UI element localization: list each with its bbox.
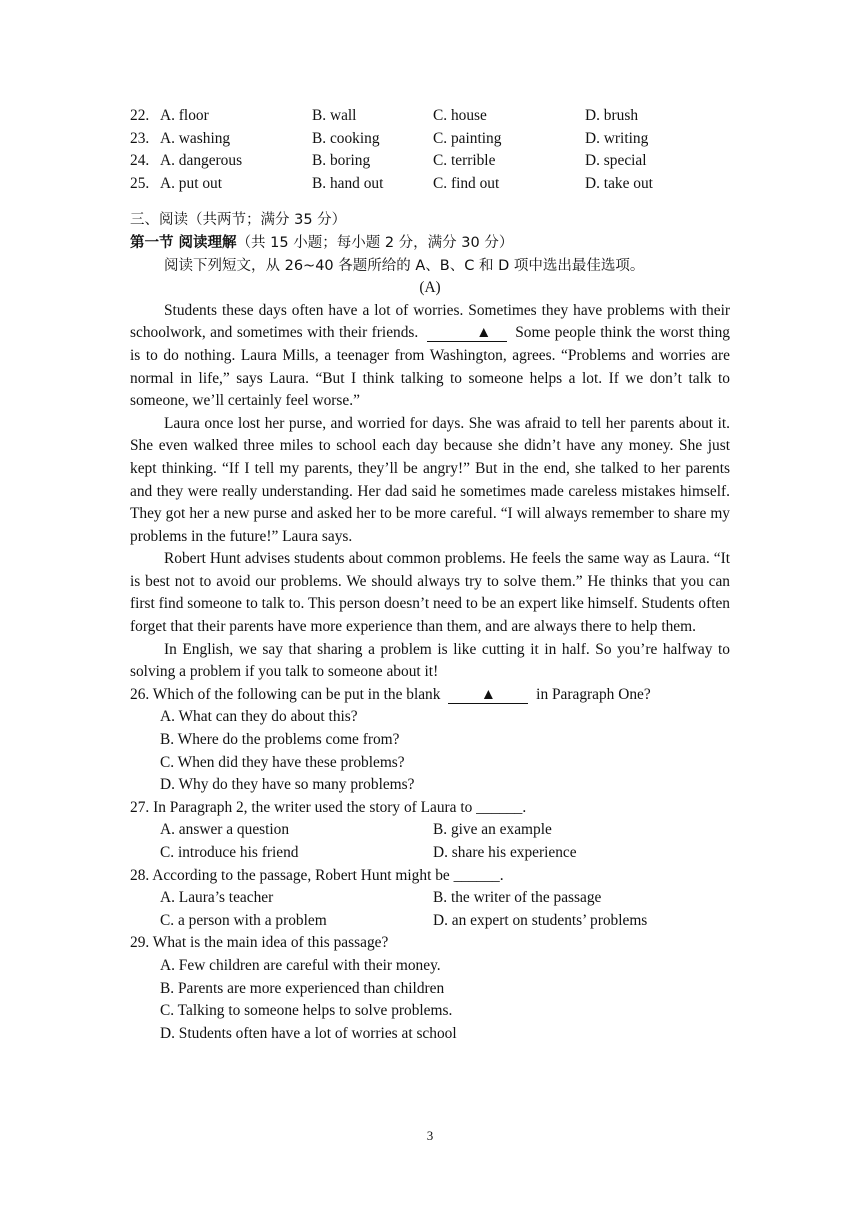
question-28-options-row-2 [130, 910, 730, 933]
option-b: B. wall [312, 107, 357, 124]
section-title: 三、阅读（共两节；满分 35 分） [130, 212, 347, 229]
question-27-stem: 27. In Paragraph 2, the writer used the story of Laura to ______. [130, 798, 527, 816]
option-a: A. washing [160, 129, 231, 147]
option-d: D. special [585, 152, 647, 170]
question-26 [130, 684, 730, 707]
paragraph-4: In English, we say that sharing a problem is like cutting it in half. So you’re halfway to solving a problem if you talk to someone about it! [130, 640, 730, 681]
option-a: A. dangerous [160, 152, 243, 170]
option-b: B. hand out [312, 174, 384, 192]
cloze-options [130, 105, 730, 195]
option-row-25 [130, 173, 730, 196]
option-c: C. painting [433, 129, 502, 147]
question-28-options-row-1 [130, 887, 730, 910]
passage-label: (A) [419, 279, 441, 297]
question-29-option-b: B. Parents are more experienced than children [160, 979, 445, 997]
question-29-option-c: C. Talking to someone helps to solve problems. [160, 1002, 453, 1020]
instruction: 阅读下列短文，从 26~40 各题所给的 A、B、C 和 D 项中选出最佳选项。 [164, 257, 645, 274]
blank-marker: ▲ [427, 325, 507, 342]
question-26-stem-2: in Paragraph One? [536, 685, 651, 703]
subsection-title-bold: 第一节 阅读理解 [130, 234, 237, 251]
paragraph-1-part-1: Students these days often have a lot of worries. Sometimes they have problems with their schoolwork, and sometimes with their friends. [130, 301, 730, 342]
option-d: D. brush [585, 107, 639, 124]
paragraph-3: Robert Hunt advises students about common problems. He feels the same way as Laura. “It is best not to avoid our problems. We should always try to solve them.” He thinks that you can first find someone to talk to. This person doesn’t need to be an expert like himself. Students often forget that their parents have more experience than them, and are always there to help them. [130, 550, 730, 636]
question-number: 22. [130, 107, 150, 124]
exam-page [130, 105, 730, 1045]
question-27-option-d: D. share his experience [433, 844, 577, 861]
blank-marker: ▲ [448, 687, 528, 704]
question-28-stem: 28. According to the passage, Robert Hunt might be ______. [130, 866, 504, 884]
paragraph-1-part-2: Some people think the worst thing is to do nothing. Laura Mills, a teenager from Washington, agrees. “Problems and worries are normal in life,” says Laura. “But I think talking to someone helps a lot. If we don’t talk to someone, we’ll certainly feel worse.” [130, 324, 730, 410]
question-number: 24. [130, 152, 150, 170]
question-26-option-c: C. When did they have these problems? [160, 753, 405, 771]
option-c: C. terrible [433, 152, 496, 170]
option-a: A. put out [160, 174, 222, 192]
option-row-23 [130, 128, 730, 151]
question-27-options-row-1 [130, 819, 730, 842]
option-row-24 [130, 150, 730, 173]
subsection-title [130, 232, 730, 255]
question-26-option-b: B. Where do the problems come from? [160, 731, 400, 749]
question-28-option-d: D. an expert on students’ problems [433, 911, 648, 929]
question-26-stem-1: 26. Which of the following can be put in the blank [130, 685, 441, 703]
option-a: A. floor [160, 107, 209, 124]
paragraph-2: Laura once lost her purse, and worried for days. She was afraid to tell her parents about it. She even walked three miles to school each day because she didn’t have any money. She just kept thinking. “If I tell my parents, they’ll be angry!” But in the end, she talked to her parents and they were really understanding. Her dad said he sometimes made careless mistakes himself. They got her a new purse and asked her to be more careful. “I will always remember to share my problems in the future!” Laura says. [130, 414, 730, 545]
page-number: 3 [426, 1128, 434, 1143]
question-number: 25. [130, 174, 150, 192]
question-28-option-b: B. the writer of the passage [433, 889, 602, 907]
question-29-option-a: A. Few children are careful with their money. [160, 956, 441, 974]
subsection-title-rest: （共 15 小题；每小题 2 分，满分 30 分） [236, 234, 514, 251]
question-27-option-b: B. give an example [433, 821, 552, 839]
option-c: C. find out [433, 174, 500, 192]
paragraph-1 [130, 300, 730, 413]
question-27-option-c: C. introduce his friend [160, 844, 299, 861]
option-b: B. cooking [312, 129, 380, 147]
question-28-option-c: C. a person with a problem [160, 911, 327, 929]
option-d: D. writing [585, 129, 649, 147]
question-number: 23. [130, 129, 150, 147]
question-26-option-a: A. What can they do about this? [160, 708, 358, 726]
option-c: C. house [433, 107, 487, 124]
question-29-stem: 29. What is the main idea of this passage? [130, 934, 389, 952]
option-d: D. take out [585, 174, 653, 192]
question-26-option-d: D. Why do they have so many problems? [160, 776, 415, 794]
option-row-22 [130, 105, 730, 128]
question-28-option-a: A. Laura’s teacher [160, 889, 274, 907]
question-27-option-a: A. answer a question [160, 821, 290, 839]
question-29-option-d: D. Students often have a lot of worries at school [160, 1024, 457, 1042]
option-b: B. boring [312, 152, 371, 170]
question-27-options-row-2 [130, 842, 730, 865]
